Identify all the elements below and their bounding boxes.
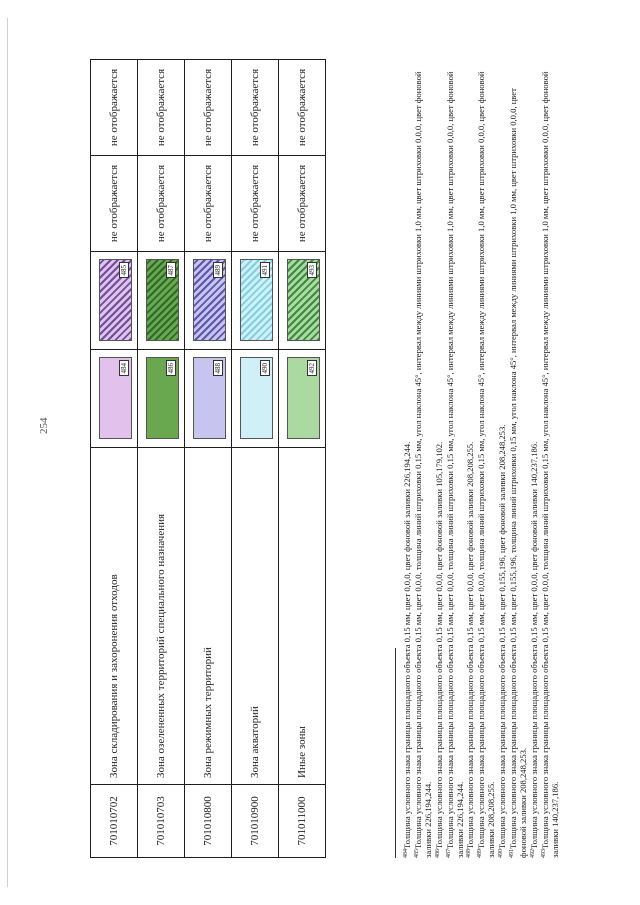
footnote-separator [395,648,396,858]
page-number: 254 [38,417,50,434]
not-displayed-cell: не отображается [232,60,279,156]
footnote-text: Толщина условного знака границы площадного объекта 0,15 мм, цвет 0,0,0, цвет фоновой заливки 105,179,102. [433,441,444,849]
footnote-text: Толщина условного знака границы площадного объекта 0,15 мм, цвет 0,0,0, толщина линий штриховки 0,15 мм, угол наклона 45°, интервал между линиями штриховки 1,0 мм, цвет штриховки 0,0,0, цвет фоновой заливки 208,208,255. [476,71,497,858]
footnote-ref: 488 [213,360,223,377]
footnote [540,58,561,858]
footnote [445,58,466,858]
fill-swatch [193,357,226,439]
footnote [402,58,413,858]
not-displayed-cell: не отображается [185,60,232,156]
footnote-number: 491 [509,849,516,858]
not-displayed-cell: не отображается [91,156,138,252]
hatch-swatch [146,259,179,341]
footnote [465,58,476,858]
footnote-ref: 486 [166,360,176,377]
footnote-ref: 493 [307,262,317,279]
table-row [91,60,138,858]
fill-symbol-cell [279,350,326,448]
zone-code: 701010800 [185,785,232,858]
zone-code: 701010703 [138,785,185,858]
fill-swatch [146,357,179,439]
footnote-ref: 487 [166,262,176,279]
zone-name: Зона акваторий [232,448,279,785]
footnote-ref: 489 [213,262,223,279]
footnote [497,58,508,858]
hatch-symbol-cell [185,252,232,350]
footnote-ref: 492 [307,360,317,377]
hatch-symbol-cell [279,252,326,350]
footnote-ref: 484 [119,360,129,377]
fill-swatch [240,357,273,439]
footnote-text: Толщина условного знака границы площадного объекта 0,15 мм, цвет 0,155,196, толщина линий штриховки 0,15 мм, угол наклона 45°, интервал между линиями штриховки 1,0 мм, цвет штриховки 0,0,0, цвет фоновой заливки 208,248,253. [508,88,528,858]
zone-name: Зона озелененных территорий специального назначения [138,448,185,785]
footnote [508,58,529,858]
fill-symbol-cell [185,350,232,448]
fill-swatch [99,357,132,439]
zone-code: 701010900 [232,785,279,858]
hatch-symbol-cell [138,252,185,350]
not-displayed-cell: не отображается [185,156,232,252]
footnote-number: 484 [403,849,409,858]
footnote-text: Толщина условного знака границы площадного объекта 0,15 мм, цвет 0,0,0, толщина линий штриховки 0,15 мм, угол наклона 45°, интервал между линиями штриховки 1,0 мм, цвет штриховки 0,0,0, цвет фоновой заливки 226,194,244. [412,71,433,858]
footnote-number: 486 [434,849,441,858]
not-displayed-cell: не отображается [91,60,138,156]
footnote-number: 485 [413,849,420,858]
zone-name: Иные зоны [279,448,326,785]
footnote-number: 493 [540,849,547,858]
fill-symbol-cell [232,350,279,448]
hatch-swatch [193,259,226,341]
zones-table [90,59,326,858]
footnote-ref: 491 [260,262,270,279]
zone-name: Зона режимных территорий [185,448,232,785]
not-displayed-cell: не отображается [232,156,279,252]
footnote-text: Толщина условного знака границы площадного объекта 0,15 мм, цвет 0,0,0, цвет фоновой заливки 226,194,244. [402,441,412,849]
table-row [232,60,279,858]
footnote-number: 490 [498,849,505,858]
footnotes [402,58,561,858]
fill-symbol-cell [138,350,185,448]
footnote [529,58,540,858]
hatch-swatch [240,259,273,341]
zone-code: 701011000 [279,785,326,858]
not-displayed-cell: не отображается [279,60,326,156]
fill-symbol-cell [91,350,138,448]
footnote-number: 487 [445,849,452,858]
footnote-text: Толщина условного знака границы площадного объекта 0,15 мм, цвет 0,0,0, цвет фоновой заливки 208,208,255. [465,441,476,849]
table-row [185,60,232,858]
hatch-swatch [287,259,320,341]
table-row [279,60,326,858]
footnote [434,58,445,858]
zone-name: Зона складирования и захоронения отходов [91,448,138,785]
not-displayed-cell: не отображается [279,156,326,252]
footnote-text: Толщина условного знака границы площадного объекта 0,15 мм, цвет 0,0,0, толщина линий штриховки 0,15 мм, угол наклона 45°, интервал между линиями штриховки 1,0 мм, цвет штриховки 0,0,0, цвет фоновой заливки 140,237,186. [539,71,560,858]
footnote-ref: 485 [119,262,129,279]
footnote-number: 492 [529,849,536,858]
footnote-text: Толщина условного знака границы площадного объекта 0,15 мм, цвет 0,0,0, толщина линий штриховки 0,15 мм, угол наклона 45°, интервал между линиями штриховки 1,0 мм, цвет штриховки 0,0,0, цвет фоновой заливки 226,194,244. [444,71,465,858]
hatch-symbol-cell [232,252,279,350]
footnote-ref: 490 [260,360,270,377]
not-displayed-cell: не отображается [138,60,185,156]
table-row [138,60,185,858]
footnote [476,58,497,858]
zone-code: 701010702 [91,785,138,858]
footnote-number: 489 [477,849,484,858]
hatch-symbol-cell [91,252,138,350]
hatch-swatch [99,259,132,341]
footnote-number: 488 [466,849,473,858]
fill-swatch [287,357,320,439]
footnote-text: Толщина условного знака границы площадного объекта 0,15 мм, цвет 0,0,0, цвет фоновой заливки 140,237,186. [528,441,539,849]
not-displayed-cell: не отображается [138,156,185,252]
footnote-text: Толщина условного знака границы площадного объекта 0,15 мм, цвет 0,155,196, цвет фоновой заливки 208,248,253. [497,424,508,849]
footnote [413,58,434,858]
